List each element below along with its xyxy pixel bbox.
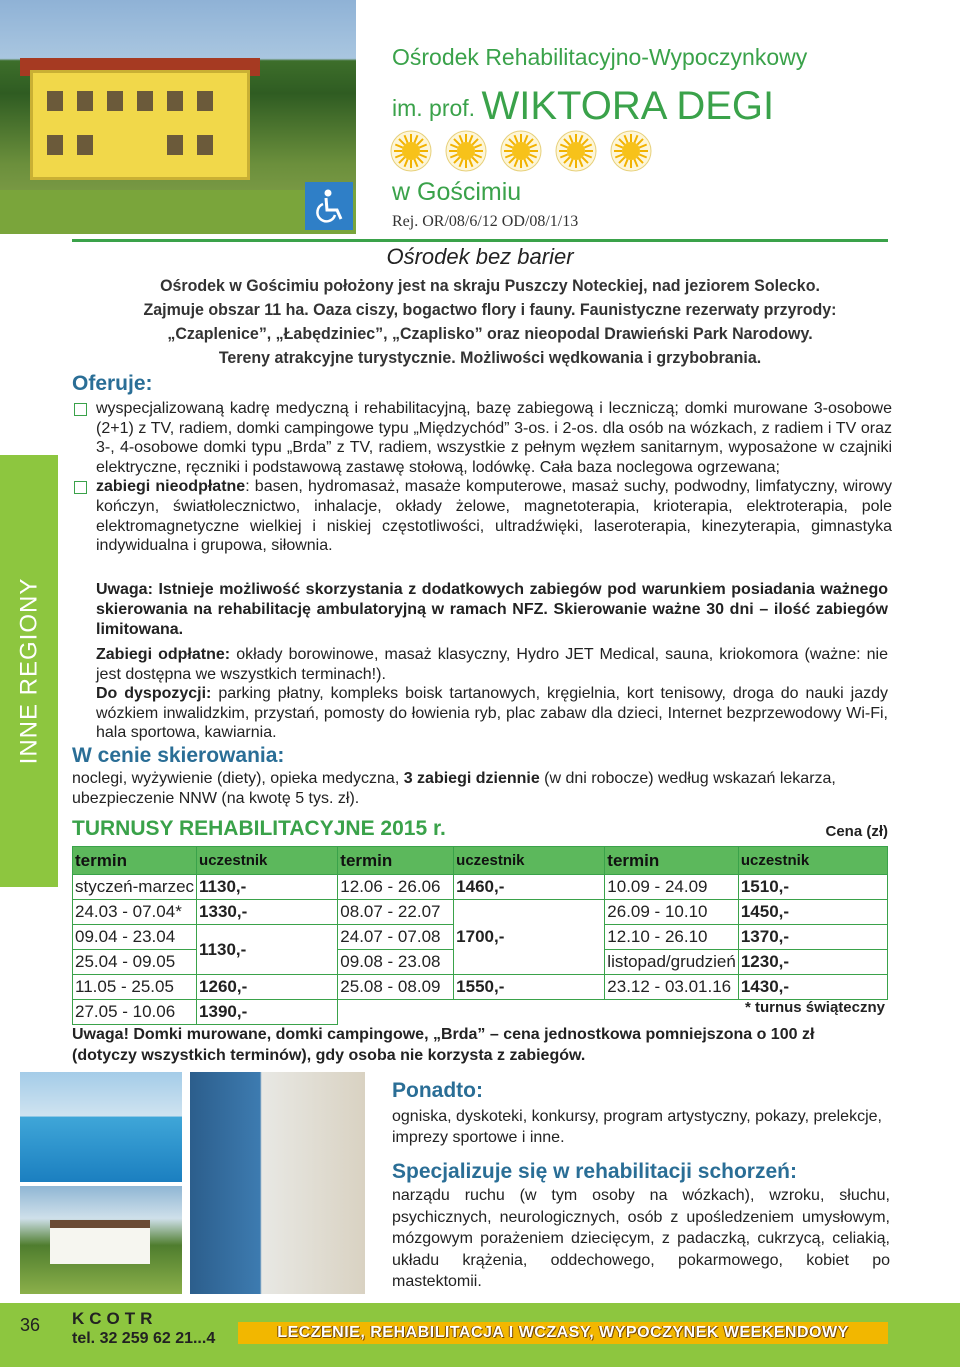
table-header-row xyxy=(73,847,888,875)
col-header-uczestnik: uczestnik xyxy=(454,847,605,875)
price-includes-part: (w dni robocze) według wskazań lekarza, ubezpieczenie NNW (na kwotę 5 tys. zł). xyxy=(72,770,836,807)
table-row xyxy=(73,975,888,1000)
cottage-photo xyxy=(20,1186,182,1294)
table-cell: 12.06 - 26.06 xyxy=(338,875,454,900)
table-cell: 1700,- xyxy=(454,900,605,975)
table-cell: 1430,- xyxy=(738,975,887,1000)
table-cell: 1130,- xyxy=(197,875,338,900)
title-prefix: im. prof. xyxy=(392,95,476,121)
table-row xyxy=(73,900,888,925)
offer-heading: Oferuje: xyxy=(72,372,153,395)
table-cell: 1450,- xyxy=(738,900,887,925)
page-number: 36 xyxy=(20,1315,41,1335)
side-label-text: INNE REGIONY xyxy=(15,577,43,765)
table-cell: 1460,- xyxy=(454,875,605,900)
sun-star-icon xyxy=(445,130,487,172)
registration-number: Rej. OR/08/6/12 OD/08/1/13 xyxy=(392,213,579,230)
intro-line: Tereny atrakcyjne turystycznie. Możliwości wędkowania i grzybobrania. xyxy=(218,348,762,367)
price-includes-text xyxy=(72,769,890,809)
header-divider xyxy=(72,239,888,242)
table-cell: 11.05 - 25.05 xyxy=(73,975,197,1000)
price-includes-heading: W cenie skierowania: xyxy=(72,744,285,767)
table-cell: 1510,- xyxy=(738,875,887,900)
paid-treatments-text: okłady borowinowe, masaż klasyczny, Hydro JET Medical, sauna, kriokomora (ważne: nie jest dostępna we wszystkich terminach!). xyxy=(96,646,888,683)
sun-star-icon xyxy=(610,130,652,172)
checkbox-bullet-icon xyxy=(74,481,87,494)
offer-item xyxy=(72,399,892,477)
title-line-3: w Gościmiu xyxy=(392,178,522,206)
discount-note: Uwaga! Domki murowane, domki campingowe, „Brda” – cena jednostkowa pomniejszona o 100 zł (dotyczy wszystkich terminów), gdy osoba nie korzysta z zabiegów. xyxy=(72,1026,815,1064)
table-cell: 1550,- xyxy=(454,975,605,1000)
table-cell: 25.08 - 08.09 xyxy=(338,975,454,1000)
col-header-termin: termin xyxy=(605,847,739,875)
rating-stars xyxy=(390,130,652,172)
paid-treatments-label: Zabiegi odpłatne: xyxy=(96,646,231,663)
free-treatments-label: zabiegi nieodpłatne xyxy=(96,478,246,496)
price-includes-bold: 3 zabiegi dziennie xyxy=(403,770,540,787)
offer-list xyxy=(72,399,892,556)
free-treatments-text: : basen, hydromasaż, masaże komputerowe, masaż suchy, podwodny, limfatyczny, wirowy kończyn, światłolecznictwo, inhalacje, okłady żelowe, magnetoterapia, krioterapia, elektroterapia, pole elektromagnetyczne wielkiej i niskiej częstotliwości, ultradźwięki, laseroterapia, kinezyterapia, gimnastyka indywidualna i grupowa, siłownia. xyxy=(96,478,892,555)
table-cell: 1130,- xyxy=(197,925,338,975)
offer-item xyxy=(72,477,892,555)
table-cell: 1370,- xyxy=(738,925,887,950)
intro-line: „Czaplenice”, „Łabędziniec”, „Czaplisko” oraz nieopodal Drawieński Park Narodowy. xyxy=(167,324,813,343)
table-row xyxy=(73,875,888,900)
side-region-label xyxy=(0,455,58,887)
table-cell: 24.03 - 07.04* xyxy=(73,900,197,925)
title-name: WIKTORA DEGI xyxy=(481,84,775,128)
facilities-label: Do dyspozycji: xyxy=(96,685,212,702)
nfz-note: Uwaga: Istnieje możliwość skorzystania z dodatkowych zabiegów pod warunkiem posiadania ważnego skierowania na rehabilitację ambulatoryjną w ramach NFZ. Skierowanie ważne 30 dni – ilość zabiegów limitowana. xyxy=(96,581,888,638)
table-cell: 1230,- xyxy=(738,950,887,975)
currency-label: Cena (zł) xyxy=(825,823,888,840)
wheelchair-icon xyxy=(305,182,353,230)
intro-line: Zajmuje obszar 11 ha. Oaza ciszy, bogactwo flory i fauny. Faunistyczne rezerwaty przyrody: xyxy=(143,300,837,319)
intro-line: Ośrodek w Gościmiu położony jest na skraju Puszczy Noteckiej, nad jeziorem Solecko. xyxy=(160,276,820,295)
table-cell: styczeń-marzec xyxy=(73,875,197,900)
barrier-free-heading: Ośrodek bez barier xyxy=(386,244,574,269)
building-photo xyxy=(0,0,356,234)
footer-slogan: LECZENIE, REHABILITACJA I WCZASY, WYPOCZYNEK WEEKENDOWY xyxy=(238,1322,888,1344)
table-cell: 23.12 - 03.01.16 xyxy=(605,975,739,1000)
col-header-termin: termin xyxy=(338,847,454,875)
table-cell: 27.05 - 10.06 xyxy=(73,1000,197,1025)
title-line-2 xyxy=(392,84,774,129)
intro-text xyxy=(105,274,876,370)
table-cell: 09.04 - 23.04 xyxy=(73,925,197,950)
extras-text: ogniska, dyskoteki, konkursy, program artystyczny, pokazy, prelekcje, imprezy sportowe i inne. xyxy=(392,1108,882,1146)
sun-star-icon xyxy=(555,130,597,172)
available-facilities xyxy=(96,684,888,743)
col-header-termin: termin xyxy=(73,847,197,875)
col-header-uczestnik: uczestnik xyxy=(738,847,887,875)
offer-item-text: wyspecjalizowaną kadrę medyczną i rehabilitacyjną, bazę zabiegową i leczniczą; domki murowane 3-osobowe (2+1) z TV, radiem, domki campingowe typu „Międzychód” 3-os. i 2-os. dla osób na wózkach, z radiem i TV oraz 3-, 4-osobowe domki typu „Brda” z TV, radiem, wszystkie z pełnym węzłem sanitarnym, wyposażone w czajniki elektryczne, ręczniki i podstawową zastawę stołową, lodówkę. Cała baza noclegowa ogrzewana; xyxy=(96,400,892,476)
table-cell: 1260,- xyxy=(197,975,338,1000)
specialization-heading: Specjalizuje się w rehabilitacji schorzeń: xyxy=(392,1160,797,1183)
table-cell: 1390,- xyxy=(197,1000,338,1025)
holiday-footnote: * turnus świąteczny xyxy=(744,999,885,1016)
sun-star-icon xyxy=(390,130,432,172)
extras-heading: Ponadto: xyxy=(392,1079,483,1102)
facilities-text: parking płatny, kompleks boisk tartanowych, kręgielnia, kort tenisowy, droga do nauki jazdy wózkiem inwalidzkim, przystań, pomosty do łowienia ryb, plac zabaw dla dzieci, Internet bezprzewodowy Wi-Fi, hala sportowa, kawiarnia. xyxy=(96,685,889,742)
table-cell: listopad/grudzień xyxy=(605,950,739,975)
org-name: KCOTR xyxy=(72,1309,158,1328)
specialization-text: narządu ruchu (w tym osoby na wózkach), wzroku, słuchu, psychicznych, neurologicznych, osób z upośledzeniem umysłowym, mózgowym porażeniem dziecięcym, z padaczką, cukrzycą, celiakią, układu krążenia, oddechowego, pokarmowego, kobiet po mastektomii. xyxy=(392,1187,890,1291)
sun-star-icon xyxy=(500,130,542,172)
table-cell: 24.07 - 07.08 xyxy=(338,925,454,950)
table-cell: 12.10 - 26.10 xyxy=(605,925,739,950)
table-cell: 26.09 - 10.10 xyxy=(605,900,739,925)
pool-photo xyxy=(20,1072,182,1182)
paid-treatments xyxy=(96,645,888,684)
price-includes-part: noclegi, wyżywienie (diety), opieka medyczna, xyxy=(72,770,404,787)
title-line-1: Ośrodek Rehabilitacyjno-Wypoczynkowy xyxy=(392,44,808,70)
table-cell: 09.08 - 23.08 xyxy=(338,950,454,975)
table-cell: 25.04 - 09.05 xyxy=(73,950,197,975)
table-cell: 08.07 - 22.07 xyxy=(338,900,454,925)
therapy-room-photo xyxy=(190,1072,365,1294)
phone-number: tel. 32 259 62 21...4 xyxy=(72,1330,216,1347)
table-cell: 10.09 - 24.09 xyxy=(605,875,739,900)
turnusy-heading: TURNUSY REHABILITACYJNE 2015 r. xyxy=(72,817,446,840)
checkbox-bullet-icon xyxy=(74,403,87,416)
table-cell: 1330,- xyxy=(197,900,338,925)
col-header-uczestnik: uczestnik xyxy=(197,847,338,875)
